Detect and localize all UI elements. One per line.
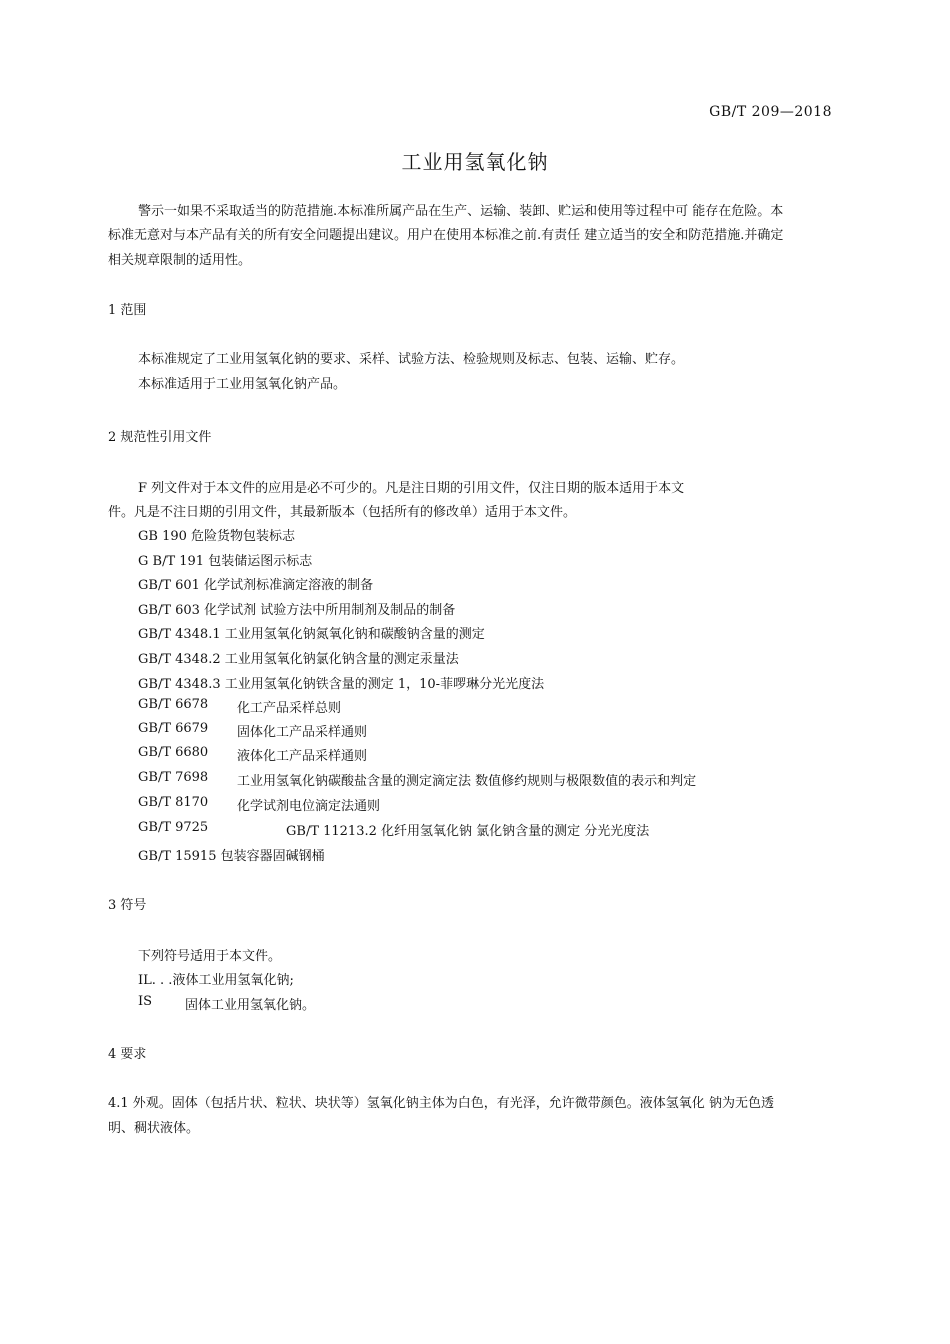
- section-2-intro-line-1: F 列文件对于本文件的应用是必不可少的。凡是注日期的引用文件，仅注日期的版本适用于本文: [138, 481, 685, 496]
- reference-item: GB/T 4348.2 工业用氢氧化钠氯化钠含量的测定汞量法: [138, 652, 459, 667]
- reference-item: GB 190 危险货物包装标志: [138, 529, 296, 544]
- section-1-heading: 1 范围: [108, 303, 147, 318]
- reference-code: GB/T 9725: [138, 820, 209, 835]
- reference-item: [138, 721, 368, 740]
- reference-item: GB/T 601 化学试剂标准滴定溶液的制备: [138, 578, 374, 593]
- section-2-heading: 2 规范性引用文件: [108, 430, 212, 445]
- section-1-paragraph-1: 本标准规定了工业用氢氧化钠的要求、采样、试验方法、检验规则及标志、包装、运输、贮存。: [138, 352, 685, 367]
- reference-title: 固体化工产品采样通则: [237, 725, 368, 740]
- symbol-code: IS: [138, 994, 153, 1009]
- warning-line-3: 相关规章限制的适用性。: [108, 253, 252, 268]
- warning-line-2: 标准无意对与本产品有关的所有安全问题提出建议。用户在使用本标准之前.有责任 建立适当的安全和防范措施.并确定: [108, 228, 784, 243]
- section-3-heading: 3 符号: [108, 898, 147, 913]
- reference-item: GB/T 4348.3 工业用氢氧化钠铁含量的测定 1，10-菲啰琳分光光度法: [138, 677, 545, 692]
- reference-title: 化学试剂电位滴定法通则: [237, 799, 381, 814]
- reference-title: 液体化工产品采样通则: [237, 749, 368, 764]
- reference-title: 化工产品采样总则: [237, 701, 342, 716]
- section-1-paragraph-2: 本标准适用于工业用氢氧化钠产品。: [138, 377, 347, 392]
- reference-item: [138, 770, 697, 789]
- section-2-intro-line-2: 件。凡是不注日期的引用文件，其最新版本（包括所有的修改单）适用于本文件。: [108, 505, 577, 520]
- reference-item: [138, 745, 368, 764]
- symbol-description: 液体工业用氢氧化钠;: [172, 973, 294, 988]
- symbol-code: IL. . .: [138, 973, 173, 988]
- reference-title: GB/T 11213.2 化纤用氢氧化钠 氯化钠含量的测定 分光光度法: [286, 824, 650, 839]
- symbol-description: 固体工业用氢氧化钠。: [185, 998, 316, 1013]
- reference-item: GB/T 15915 包装容器固碱钢桶: [138, 849, 325, 864]
- reference-item: GB/T 603 化学试剂 试验方法中所用制剂及制品的制备: [138, 603, 456, 618]
- reference-item: [138, 795, 381, 814]
- reference-item: G B/T 191 包装储运图示标志: [138, 554, 313, 569]
- symbol-item: [138, 969, 294, 988]
- reference-code: GB/T 6678: [138, 697, 209, 712]
- clause-4-1-line-2: 明、稠状液体。: [108, 1121, 200, 1136]
- reference-code: GB/T 8170: [138, 795, 209, 810]
- reference-item: GB/T 4348.1 工业用氢氧化钠氮氧化钠和碳酸钠含量的测定: [138, 627, 485, 642]
- document-code: GB/T 209—2018: [709, 104, 832, 120]
- reference-title: 工业用氢氧化钠碳酸盐含量的测定滴定法 数值修约规则与极限数值的表示和判定: [237, 774, 697, 789]
- symbol-item: [138, 994, 316, 1013]
- section-3-intro: 下列符号适用于本文件。: [138, 949, 282, 964]
- section-4-heading: 4 要求: [108, 1047, 147, 1062]
- reference-code: GB/T 7698: [138, 770, 209, 785]
- reference-code: GB/T 6680: [138, 745, 209, 760]
- warning-line-1: 警示一如果不采取适当的防范措施.本标准所属产品在生产、运输、装卸、贮运和使用等过程中可 能存在危险。本: [138, 204, 784, 219]
- reference-code: GB/T 6679: [138, 721, 209, 736]
- clause-4-1-line-1: 4.1 外观。固体（包括片状、粒状、块状等）氢氧化钠主体为白色，有光泽，允许微带颜色。液体氢氧化 钠为无色透: [108, 1096, 774, 1111]
- reference-item: [138, 697, 342, 716]
- reference-item: [138, 820, 650, 839]
- document-title: 工业用氢氧化钠: [401, 150, 549, 174]
